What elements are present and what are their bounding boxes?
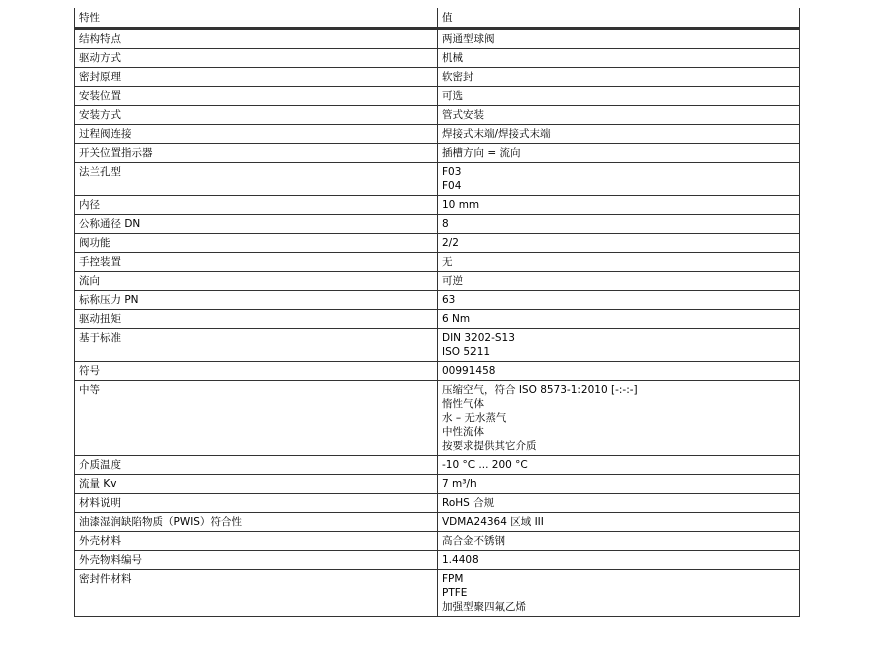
table-row — [75, 362, 800, 381]
value-line: 机械 — [442, 52, 463, 64]
table-row — [75, 68, 800, 87]
property-cell: 安装位置 — [75, 87, 438, 106]
property-cell: 内径 — [75, 196, 438, 215]
value-cell — [438, 29, 800, 49]
value-cell — [438, 513, 800, 532]
table-row — [75, 329, 800, 362]
property-cell: 结构特点 — [75, 29, 438, 49]
column-header-value: 值 — [438, 8, 800, 29]
property-cell: 介质温度 — [75, 456, 438, 475]
table-row — [75, 456, 800, 475]
property-cell: 驱动方式 — [75, 49, 438, 68]
value-cell — [438, 272, 800, 291]
table-row — [75, 513, 800, 532]
value-cell — [438, 291, 800, 310]
table-row — [75, 29, 800, 49]
value-line: 两通型球阀 — [442, 33, 495, 45]
property-cell: 基于标准 — [75, 329, 438, 362]
value-line: 按要求提供其它介质 — [442, 440, 537, 452]
property-cell: 驱动扭矩 — [75, 310, 438, 329]
property-cell: 流向 — [75, 272, 438, 291]
value-line: 惰性气体 — [442, 398, 484, 410]
value-cell — [438, 362, 800, 381]
property-cell: 密封原理 — [75, 68, 438, 87]
table-row — [75, 551, 800, 570]
value-line: 加强型聚四氟乙烯 — [442, 601, 526, 613]
value-line: 插槽方向 = 流向 — [442, 147, 521, 159]
table-row — [75, 494, 800, 513]
value-line: 高合金不锈钢 — [442, 535, 505, 547]
property-cell: 公称通径 DN — [75, 215, 438, 234]
value-cell — [438, 215, 800, 234]
table-row — [75, 144, 800, 163]
property-cell: 开关位置指示器 — [75, 144, 438, 163]
value-cell — [438, 310, 800, 329]
table-row — [75, 570, 800, 617]
value-cell — [438, 106, 800, 125]
spec-table-body — [75, 29, 800, 617]
property-cell: 阀功能 — [75, 234, 438, 253]
value-line: 软密封 — [442, 71, 474, 83]
value-cell — [438, 87, 800, 106]
value-cell — [438, 144, 800, 163]
value-line: 中性流体 — [442, 426, 484, 438]
value-cell — [438, 49, 800, 68]
property-cell: 法兰孔型 — [75, 163, 438, 196]
value-line: 压缩空气，符合 ISO 8573-1:2010 [-:-:-] — [442, 384, 638, 396]
table-row — [75, 310, 800, 329]
table-row — [75, 475, 800, 494]
property-cell: 油漆湿润缺陷物质（PWIS）符合性 — [75, 513, 438, 532]
table-row — [75, 253, 800, 272]
table-row — [75, 163, 800, 196]
table-row — [75, 532, 800, 551]
value-line: 00991458 — [442, 365, 496, 377]
value-cell — [438, 532, 800, 551]
property-cell: 外壳材料 — [75, 532, 438, 551]
value-cell — [438, 68, 800, 87]
table-row — [75, 196, 800, 215]
table-row — [75, 272, 800, 291]
value-line: -10 °C ... 200 °C — [442, 459, 528, 471]
value-line: 8 — [442, 218, 449, 230]
table-row — [75, 215, 800, 234]
value-line: PTFE — [442, 587, 468, 599]
property-cell: 符号 — [75, 362, 438, 381]
property-cell: 过程阀连接 — [75, 125, 438, 144]
value-line: 水 – 无水蒸气 — [442, 412, 507, 424]
value-cell — [438, 125, 800, 144]
value-cell — [438, 163, 800, 196]
value-cell — [438, 456, 800, 475]
table-row — [75, 125, 800, 144]
value-cell — [438, 570, 800, 617]
value-line: 6 Nm — [442, 313, 471, 325]
value-line: 7 m³/h — [442, 478, 477, 490]
value-cell — [438, 494, 800, 513]
value-cell — [438, 381, 800, 456]
table-row — [75, 291, 800, 310]
property-cell: 密封件材料 — [75, 570, 438, 617]
value-line: ISO 5211 — [442, 346, 491, 358]
value-line: 管式安装 — [442, 109, 484, 121]
property-cell: 外壳物料编号 — [75, 551, 438, 570]
table-row — [75, 381, 800, 456]
spec-table — [74, 8, 800, 617]
value-line: 10 mm — [442, 199, 480, 211]
value-cell — [438, 551, 800, 570]
value-line: 焊接式末端/焊接式末端 — [442, 128, 551, 140]
value-line: 2/2 — [442, 237, 459, 249]
value-line: 可选 — [442, 90, 463, 102]
value-line: F04 — [442, 180, 462, 192]
value-line: VDMA24364 区域 III — [442, 516, 544, 528]
value-line: FPM — [442, 573, 464, 585]
table-row — [75, 49, 800, 68]
value-line: RoHS 合规 — [442, 497, 495, 509]
property-cell: 中等 — [75, 381, 438, 456]
property-cell: 标称压力 PN — [75, 291, 438, 310]
value-cell — [438, 329, 800, 362]
value-line: 63 — [442, 294, 456, 306]
property-cell: 安装方式 — [75, 106, 438, 125]
property-cell: 手控装置 — [75, 253, 438, 272]
value-line: DIN 3202-S13 — [442, 332, 515, 344]
table-row — [75, 234, 800, 253]
value-cell — [438, 253, 800, 272]
table-row — [75, 106, 800, 125]
property-cell: 材料说明 — [75, 494, 438, 513]
column-header-property: 特性 — [75, 8, 438, 29]
value-cell — [438, 196, 800, 215]
table-header-row — [75, 8, 800, 29]
value-cell — [438, 234, 800, 253]
value-line: 可逆 — [442, 275, 463, 287]
table-row — [75, 87, 800, 106]
property-cell: 流量 Kv — [75, 475, 438, 494]
value-line: 1.4408 — [442, 554, 479, 566]
value-line: 无 — [442, 256, 453, 268]
value-cell — [438, 475, 800, 494]
value-line: F03 — [442, 166, 462, 178]
